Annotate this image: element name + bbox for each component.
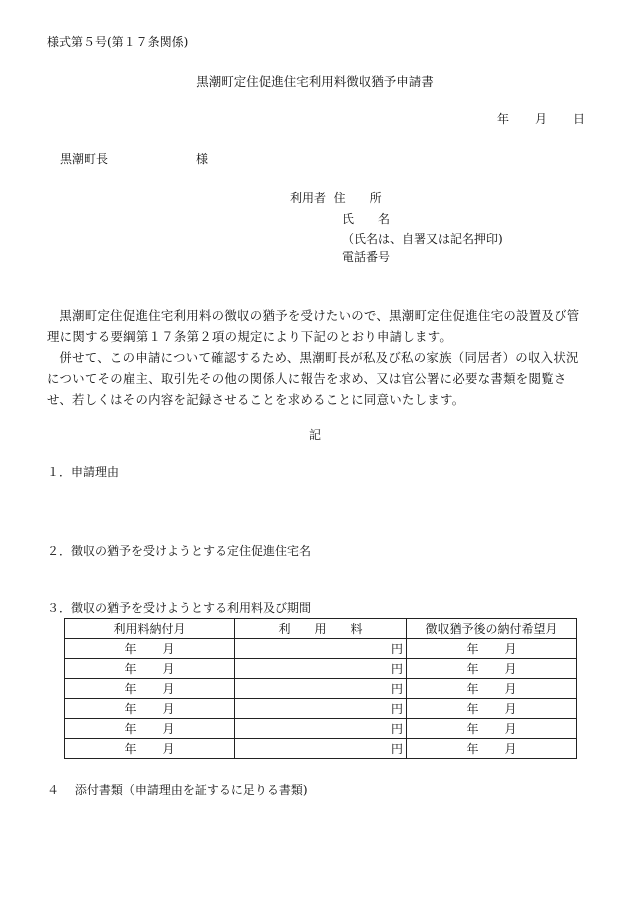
- date-day-label: 日: [573, 112, 586, 126]
- month-label: 月: [504, 722, 517, 736]
- date-year-label: 年: [497, 112, 510, 126]
- fee-amount-cell[interactable]: [235, 739, 407, 759]
- ki-heading: 記: [308, 428, 321, 442]
- month-label: 月: [504, 642, 517, 656]
- address-label: 住 所: [333, 191, 382, 205]
- yen-label: 円: [390, 742, 403, 756]
- yen-label: 円: [390, 682, 403, 696]
- month-label: 月: [162, 742, 175, 756]
- section-fee-and-period: ３．徴収の猶予を受けようとする利用料及び期間: [47, 601, 312, 615]
- section-housing-name: ２．徴収の猶予を受けようとする定住促進住宅名: [47, 544, 312, 558]
- yen-label: 円: [390, 702, 403, 716]
- fee-amount-cell[interactable]: [235, 699, 407, 719]
- payment-month-cell[interactable]: [65, 679, 235, 699]
- month-label: 月: [504, 702, 517, 716]
- desired-month-cell[interactable]: [407, 639, 577, 659]
- fee-amount-cell[interactable]: [235, 679, 407, 699]
- header-desired-payment-month: 徴収猶予後の納付希望月: [407, 619, 577, 639]
- desired-month-cell[interactable]: [407, 659, 577, 679]
- fee-amount-cell[interactable]: [235, 719, 407, 739]
- addressee-name: 黒潮町長: [60, 152, 109, 166]
- payment-month-cell[interactable]: [65, 699, 235, 719]
- payment-month-cell[interactable]: [65, 719, 235, 739]
- month-label: 月: [162, 682, 175, 696]
- document-title: 黒潮町定住促進住宅利用料徴収猶予申請書: [196, 74, 434, 89]
- year-label: 年: [124, 742, 137, 756]
- yen-label: 円: [390, 722, 403, 736]
- consent-statement: 併せて、この申請について確認するため、黒潮町長が私及び私の家族（同居者）の収入状況についてその雇主、取引先その他の関係人に報告を求め、又は官公署に必要な書類を閲覧させ、若しくはその内容を記録させることを求めることに同意いたします。: [47, 350, 579, 407]
- applicant-name-label: 氏 名: [342, 212, 391, 226]
- year-label: 年: [124, 642, 137, 656]
- yen-label: 円: [390, 642, 403, 656]
- month-label: 月: [162, 722, 175, 736]
- date-line: [497, 112, 585, 126]
- header-payment-month: 利用料納付月: [65, 619, 235, 639]
- applicant-address-row: [290, 191, 382, 205]
- month-label: 月: [504, 742, 517, 756]
- month-label: 月: [504, 682, 517, 696]
- month-label: 月: [162, 642, 175, 656]
- year-label: 年: [466, 642, 479, 656]
- applicant-seal-note: （氏名は、自署又は記名押印): [342, 232, 503, 246]
- year-label: 年: [466, 722, 479, 736]
- year-label: 年: [466, 742, 479, 756]
- year-label: 年: [124, 702, 137, 716]
- year-label: 年: [124, 662, 137, 676]
- applicant-phone-label: 電話番号: [342, 250, 391, 264]
- payment-month-cell[interactable]: [65, 639, 235, 659]
- fee-amount-cell[interactable]: [235, 639, 407, 659]
- addressee: [60, 152, 208, 166]
- application-statement: 黒潮町定住促進住宅利用料の徴収の猶予を受けたいので、黒潮町定住促進住宅の設置及び管理に関する要綱第１７条第２項の規定により下記のとおり申請します。: [47, 308, 580, 344]
- header-fee: 利 用 料: [235, 619, 407, 639]
- date-month-label: 月: [535, 112, 548, 126]
- desired-month-cell[interactable]: [407, 739, 577, 759]
- month-label: 月: [162, 662, 175, 676]
- table-header-row: [65, 619, 577, 639]
- addressee-honorific: 様: [196, 152, 209, 166]
- payment-month-cell[interactable]: [65, 659, 235, 679]
- month-label: 月: [504, 662, 517, 676]
- form-number: 様式第５号(第１７条関係): [47, 35, 189, 49]
- table-row: [65, 699, 577, 719]
- payment-month-cell[interactable]: [65, 739, 235, 759]
- year-label: 年: [466, 702, 479, 716]
- table-row: [65, 639, 577, 659]
- desired-month-cell[interactable]: [407, 679, 577, 699]
- year-label: 年: [124, 722, 137, 736]
- fee-amount-cell[interactable]: [235, 659, 407, 679]
- desired-month-cell[interactable]: [407, 699, 577, 719]
- year-label: 年: [466, 662, 479, 676]
- year-label: 年: [466, 682, 479, 696]
- desired-month-cell[interactable]: [407, 719, 577, 739]
- applicant-label: 利用者: [290, 191, 327, 205]
- fee-schedule-table: [64, 618, 577, 759]
- table-row: [65, 739, 577, 759]
- section-application-reason: １．申請理由: [47, 465, 120, 479]
- yen-label: 円: [390, 662, 403, 676]
- section-attachments: ４ 添付書類（申請理由を証するに足りる書類): [47, 783, 308, 797]
- table-row: [65, 719, 577, 739]
- month-label: 月: [162, 702, 175, 716]
- year-label: 年: [124, 682, 137, 696]
- table-row: [65, 659, 577, 679]
- table-row: [65, 679, 577, 699]
